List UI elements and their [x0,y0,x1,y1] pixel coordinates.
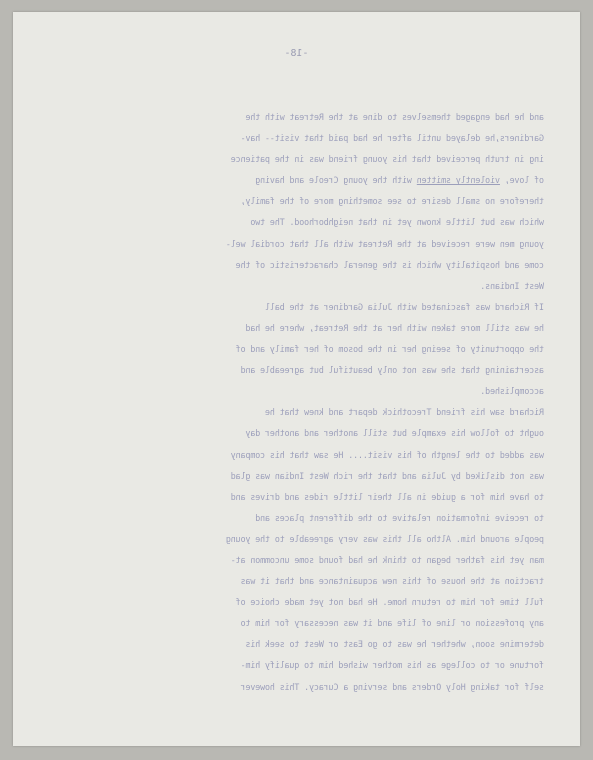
text-line: he was still more taken with her at the Retreat, where he had [245,322,544,333]
text-line: If Richard was fascinated with Julia Gardiner at the ball [265,301,544,312]
text-line: to receive information relative to the different places and [255,512,544,523]
text-line: young men were received at the Retreat with all that cordial wel- [226,238,544,249]
text-line: was not disliked by Julia and that the rich West Indian was glad [230,470,544,481]
text-line: determine soon, whether he was to go East or West to seek his [245,639,544,650]
text-line: ing in truth perceived that his young friend was in the patience [230,154,544,165]
text-line: accomplished. [480,386,544,397]
text-line: traction at the house of this new acquaintance and that it was [240,576,544,587]
page-body-text [64,107,544,698]
text-line: ascertaining that she was not only beautiful but agreeable and [240,365,544,376]
text-line: come and hospitality which is the general characteristic of the [235,259,544,270]
text-line: Gardiners,he delayed until after he had paid that visit-- hav- [240,133,544,144]
page-number: -18- [284,48,309,59]
text-line: Richard saw his friend Trecothick depart and knew that he [265,407,544,418]
text-line: any profession or line of life and it was necessary for him to [240,618,544,629]
text-line: man yet his father began to think he had found some uncommon at- [230,554,544,565]
text-line: ought to follow his example but still another and another day [245,428,544,439]
text-line: full time for him to return home. He had not yet made choice of [235,597,544,608]
text-line: was added to the length of his visit.... He saw that his company [230,449,544,460]
text-line: fortune or to college as his mother wished him to qualify him- [240,660,544,671]
text-line: which was but little known yet in that neighborhood. The two [250,217,544,228]
text-line: to have him for a guide in all their little rides and drives and [230,491,544,502]
text-line-underlined: of love, violently smitten with the young Creole and having [255,175,544,186]
text-line: therefore no small desire to see something more of the family, [240,196,544,207]
document-page [13,12,580,746]
text-line: the opportunity of seeing her in the bosom of her family and of [235,344,544,355]
text-line: West Indians. [480,280,544,291]
text-line: and he had engaged themselves to dine at the Retreat with the [245,112,544,122]
underlined-phrase: violently smitten [416,175,500,186]
text-line: self for taking Holy Orders and serving a Curacy. This however [240,681,544,692]
text-line: people around him. Altho all this was very agreeable to the young [226,533,544,544]
